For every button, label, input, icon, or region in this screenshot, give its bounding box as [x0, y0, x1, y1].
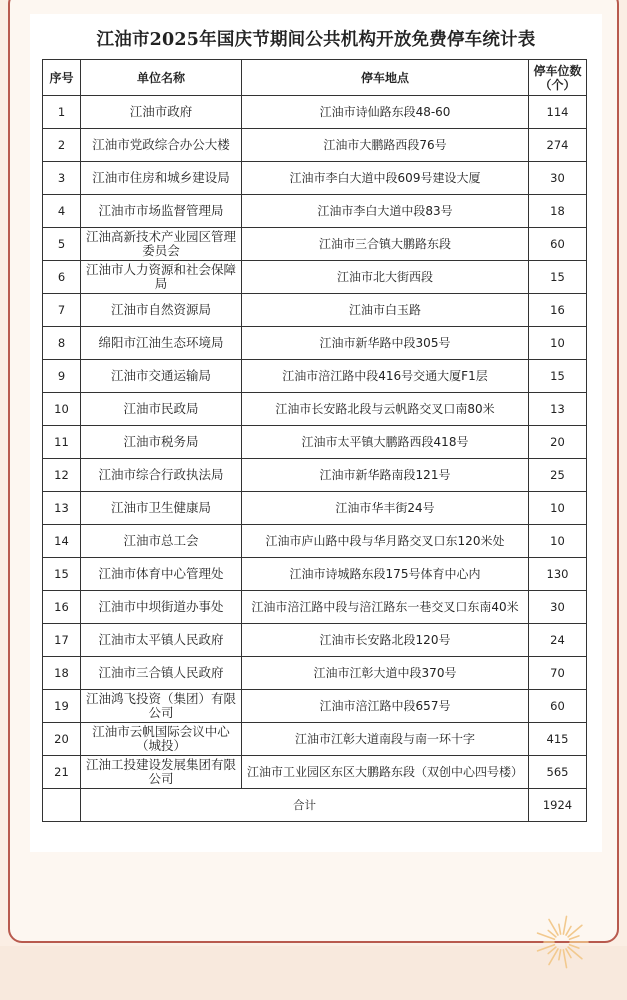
row-index: 20 [43, 723, 81, 756]
row-location: 江油市太平镇大鹏路西段418号 [242, 426, 529, 459]
row-spaces: 565 [529, 756, 587, 789]
row-index: 13 [43, 492, 81, 525]
row-index: 5 [43, 228, 81, 261]
row-index: 19 [43, 690, 81, 723]
row-unit: 江油市中坝街道办事处 [81, 591, 242, 624]
row-spaces: 60 [529, 228, 587, 261]
row-unit: 江油市党政综合办公大楼 [81, 129, 242, 162]
row-spaces: 274 [529, 129, 587, 162]
row-location: 江油市三合镇大鹏路东段 [242, 228, 529, 261]
row-index: 11 [43, 426, 81, 459]
table-header-row [43, 60, 587, 96]
row-index: 16 [43, 591, 81, 624]
row-unit: 江油市交通运输局 [81, 360, 242, 393]
row-index: 1 [43, 96, 81, 129]
table-row [43, 657, 587, 690]
row-index: 6 [43, 261, 81, 294]
table-row [43, 426, 587, 459]
row-spaces: 415 [529, 723, 587, 756]
row-location: 江油市庐山路中段与华月路交叉口东120米处 [242, 525, 529, 558]
row-index: 9 [43, 360, 81, 393]
row-unit: 绵阳市江油生态环境局 [81, 327, 242, 360]
row-index: 12 [43, 459, 81, 492]
row-spaces: 130 [529, 558, 587, 591]
row-index: 2 [43, 129, 81, 162]
sparkle-icon [532, 912, 592, 972]
row-location: 江油市工业园区东区大鹏路东段（双创中心四号楼） [242, 756, 529, 789]
table-row [43, 360, 587, 393]
row-unit: 江油市民政局 [81, 393, 242, 426]
table-row [43, 591, 587, 624]
row-spaces: 60 [529, 690, 587, 723]
table-row [43, 525, 587, 558]
table-row [43, 195, 587, 228]
row-spaces: 16 [529, 294, 587, 327]
row-spaces: 30 [529, 591, 587, 624]
header-index: 序号 [43, 60, 81, 96]
row-spaces: 70 [529, 657, 587, 690]
row-spaces: 20 [529, 426, 587, 459]
table-row [43, 96, 587, 129]
row-spaces: 25 [529, 459, 587, 492]
total-label: 合计 [81, 789, 529, 822]
row-unit: 江油市税务局 [81, 426, 242, 459]
table-row [43, 756, 587, 789]
row-spaces: 13 [529, 393, 587, 426]
row-location: 江油市李白大道中段609号建设大厦 [242, 162, 529, 195]
row-index: 14 [43, 525, 81, 558]
row-index: 15 [43, 558, 81, 591]
row-spaces: 10 [529, 327, 587, 360]
table-row [43, 558, 587, 591]
row-unit: 江油高新技术产业园区管理委员会 [81, 228, 242, 261]
table-row [43, 624, 587, 657]
row-index: 17 [43, 624, 81, 657]
row-unit: 江油市体育中心管理处 [81, 558, 242, 591]
row-location: 江油市涪江路中段657号 [242, 690, 529, 723]
row-index: 7 [43, 294, 81, 327]
sparkle-ray [566, 949, 571, 958]
row-unit: 江油鸿飞投资（集团）有限公司 [81, 690, 242, 723]
sparkle-ray [559, 924, 561, 934]
row-index: 18 [43, 657, 81, 690]
row-spaces: 24 [529, 624, 587, 657]
row-spaces: 114 [529, 96, 587, 129]
row-index: 21 [43, 756, 81, 789]
row-location: 江油市新华路中段305号 [242, 327, 529, 360]
row-unit: 江油市卫生健康局 [81, 492, 242, 525]
row-index: 3 [43, 162, 81, 195]
row-index: 4 [43, 195, 81, 228]
row-spaces: 10 [529, 525, 587, 558]
row-unit: 江油市人力资源和社会保障局 [81, 261, 242, 294]
row-location: 江油市华丰街24号 [242, 492, 529, 525]
row-unit: 江油市综合行政执法局 [81, 459, 242, 492]
row-location: 江油市诗城路东段175号体育中心内 [242, 558, 529, 591]
row-location: 江油市涪江路中段416号交通大厦F1层 [242, 360, 529, 393]
parking-table [42, 59, 587, 822]
row-unit: 江油市总工会 [81, 525, 242, 558]
row-spaces: 10 [529, 492, 587, 525]
sparkle-ray [559, 950, 561, 960]
total-index-cell [43, 789, 81, 822]
row-unit: 江油市自然资源局 [81, 294, 242, 327]
sparkle-ray [570, 936, 579, 939]
row-unit: 江油工投建设发展集团有限公司 [81, 756, 242, 789]
table-row [43, 162, 587, 195]
table-row [43, 492, 587, 525]
table-row [43, 129, 587, 162]
table-row [43, 393, 587, 426]
total-row [43, 789, 587, 822]
header-spaces: 停车位数（个） [529, 60, 587, 96]
table-row [43, 294, 587, 327]
table-row [43, 261, 587, 294]
row-location: 江油市大鹏路西段76号 [242, 129, 529, 162]
sparkle-ray [563, 916, 566, 934]
row-unit: 江油市太平镇人民政府 [81, 624, 242, 657]
row-location: 江油市李白大道中段83号 [242, 195, 529, 228]
row-unit: 江油市三合镇人民政府 [81, 657, 242, 690]
row-index: 10 [43, 393, 81, 426]
row-spaces: 18 [529, 195, 587, 228]
row-location: 江油市长安路北段与云帆路交叉口南80米 [242, 393, 529, 426]
row-unit: 江油市云帆国际会议中心（城投） [81, 723, 242, 756]
row-spaces: 15 [529, 261, 587, 294]
header-location: 停车地点 [242, 60, 529, 96]
row-location: 江油市涪江路中段与涪江路东一巷交叉口东南40米 [242, 591, 529, 624]
row-location: 江油市新华路南段121号 [242, 459, 529, 492]
sparkle-ray [563, 950, 566, 968]
row-unit: 江油市政府 [81, 96, 242, 129]
total-spaces: 1924 [529, 789, 587, 822]
row-spaces: 30 [529, 162, 587, 195]
row-location: 江油市白玉路 [242, 294, 529, 327]
header-unit: 单位名称 [81, 60, 242, 96]
row-spaces: 15 [529, 360, 587, 393]
document-title: 江油市2025年国庆节期间公共机构开放免费停车统计表 [96, 30, 536, 50]
sparkle-ray [548, 930, 556, 936]
row-location: 江油市江彰大道南段与南一环十字 [242, 723, 529, 756]
table-row [43, 723, 587, 756]
row-location: 江油市江彰大道中段370号 [242, 657, 529, 690]
row-index: 8 [43, 327, 81, 360]
table-row [43, 459, 587, 492]
sparkle-ray [570, 945, 579, 948]
sparkle-ray [548, 947, 556, 953]
document-sheet [30, 14, 602, 852]
table-row [43, 228, 587, 261]
table-row [43, 690, 587, 723]
row-unit: 江油市住房和城乡建设局 [81, 162, 242, 195]
table-row [43, 327, 587, 360]
row-unit: 江油市市场监督管理局 [81, 195, 242, 228]
row-location: 江油市长安路北段120号 [242, 624, 529, 657]
row-location: 江油市北大街西段 [242, 261, 529, 294]
sparkle-ray [566, 926, 571, 935]
row-location: 江油市诗仙路东段48-60 [242, 96, 529, 129]
